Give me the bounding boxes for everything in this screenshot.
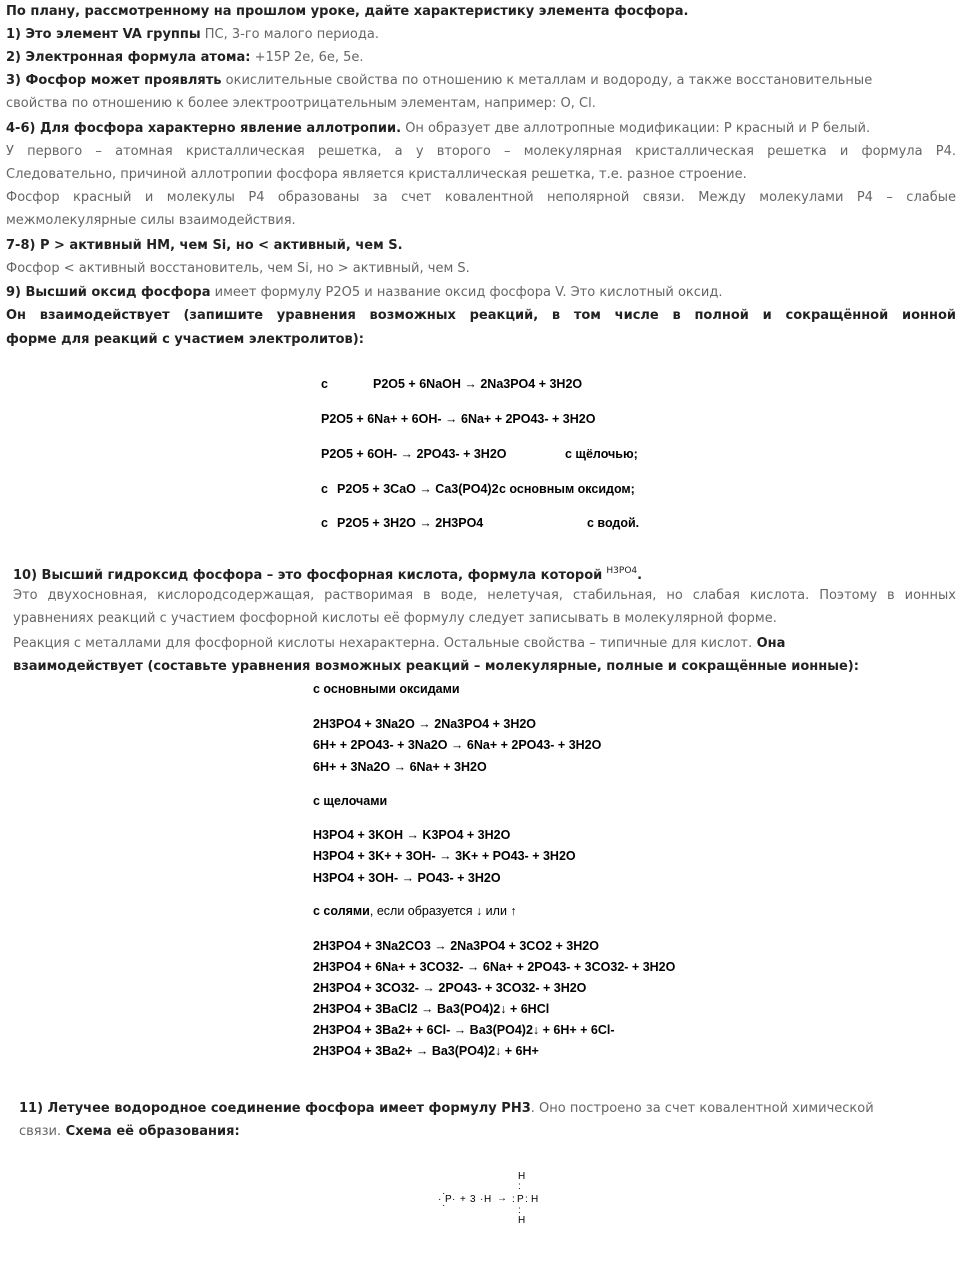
- lewis-dots-p-right: :: [525, 1194, 528, 1205]
- lewis-h-left: H: [484, 1194, 492, 1205]
- acid-alkali-eq-2: H3PO4 + 3K+ + 3OH- → 3K+ + PO43- + 3H2O: [313, 849, 576, 863]
- section-11-bold-b: Схема её образования:: [61, 1124, 240, 1139]
- lewis-dots-col-top: :: [518, 1181, 521, 1192]
- lewis-dots-top: ·: [442, 1188, 446, 1199]
- lewis-plus: +: [460, 1194, 466, 1205]
- lewis-dots-left: ·: [438, 1194, 442, 1205]
- oxide-eq-5-prefix: с: [321, 516, 328, 530]
- item-1: [6, 23, 956, 46]
- lewis-dot-h: ·: [480, 1194, 484, 1205]
- item-4-6-line2: У первого – атомная кристаллическая решетка, а у второго – молекулярная кристаллическая решетка и формула Р4.: [6, 144, 956, 159]
- section-11-rest-a: . Оно построено за счет ковалентной химической: [530, 1101, 874, 1116]
- item-2-rest: +15Р 2е, 6е, 5е.: [250, 50, 364, 65]
- intro-text: По плану, рассмотренному на прошлом уроке, дайте характеристику элемента фосфора.: [6, 4, 689, 19]
- item-4-6-line5: межмолекулярные силы взаимодействия.: [6, 213, 296, 228]
- lewis-p-left: P: [445, 1194, 452, 1205]
- item-4-6-bold: 4-6) Для фосфора характерно явление аллотропии.: [6, 121, 402, 136]
- acid-salt-eq-2: 2H3PO4 + 6Na+ + 3CO32- → 6Na+ + 2PO43- + 3CO32- + 3H2O: [313, 960, 676, 974]
- section-11-line2: [19, 1120, 963, 1143]
- acid-alkali-eq-3: H3PO4 + 3OH- → PO43- + 3H2O: [313, 871, 501, 885]
- oxide-eq-4-note: с основным оксидом;: [499, 482, 635, 496]
- acid-salt-eq-4: 2H3PO4 + 3BaCl2 → Ba3(PO4)2↓ + 6HCl: [313, 1002, 550, 1016]
- lewis-dots-col-bottom: :: [518, 1205, 521, 1216]
- oxide-eq-1-prefix: с: [321, 377, 328, 391]
- item-4-6: [6, 117, 956, 140]
- lewis-h-top: H: [518, 1171, 526, 1182]
- lewis-p-center: P: [517, 1194, 524, 1205]
- section-10-title: [13, 560, 642, 587]
- item-2: [6, 46, 956, 69]
- section-10-line4-text: Реакция с металлами для фосфорной кислоты нехарактерна. Остальные свойства – типичные для кислот.: [13, 636, 753, 651]
- acid-salt-eq-5: 2H3PO4 + 3Ba2+ + 6Cl- → Ba3(PO4)2↓ + 6H+ + 6Cl-: [313, 1023, 615, 1037]
- lewis-dots-p-left: :: [512, 1194, 515, 1205]
- section-10-line4-bold: Она: [752, 636, 786, 651]
- item-3-bold: 3) Фосфор может проявлять: [6, 73, 222, 88]
- acid-header-salts-rest: , если образуется ↓ или ↑: [369, 904, 517, 918]
- item-4-6-line4: Фосфор красный и молекулы Р4 образованы за счет ковалентной неполярной связи. Между молекулами Р4 – слабые: [6, 190, 956, 205]
- lewis-arrow: →: [497, 1193, 507, 1204]
- item-7-8-bold: 7-8) Р > активный НМ, чем Si, но < активный, чем S.: [6, 238, 403, 253]
- item-2-bold: 2) Электронная формула атома:: [6, 50, 251, 65]
- acid-oxide-eq-3: 6H+ + 3Na2O → 6Na+ + 3H2O: [313, 760, 487, 774]
- acid-header-oxides: с основными оксидами: [313, 682, 460, 696]
- acid-oxide-eq-2: 6H+ + 2PO43- + 3Na2O → 6Na+ + 2PO43- + 3H2O: [313, 738, 602, 752]
- section-10-line4: [13, 632, 963, 655]
- section-10-formula: H3PO4: [606, 566, 638, 576]
- section-10-line3: уравнениях реакций с участием фосфорной кислоты её формулу следует записывать в молекулярной форме.: [13, 611, 777, 626]
- oxide-eq-4-prefix: с: [321, 482, 328, 496]
- item-1-bold: 1) Это элемент VA группы: [6, 27, 201, 42]
- item-3: [6, 69, 956, 92]
- acid-salt-eq-3: 2H3PO4 + 3CO32- → 2PO43- + 3CO32- + 3H2O: [313, 981, 587, 995]
- lewis-h-bottom: H: [518, 1215, 526, 1226]
- item-3-rest: окислительные свойства по отношению к металлам и водороду, а также восстановительные: [221, 73, 873, 88]
- acid-oxide-eq-1: 2H3PO4 + 3Na2O → 2Na3PO4 + 3H2O: [313, 717, 537, 731]
- section-11-rest-b: связи.: [19, 1124, 62, 1139]
- section-11-line1: [19, 1097, 956, 1120]
- section-10-title-text: 10) Высший гидроксид фосфора – это фосфорная кислота, формула которой: [13, 568, 603, 583]
- section-10-line2: Это двухосновная, кислородсодержащая, растворимая в воде, нелетучая, стабильная, но слабая кислота. Поэтому в ионных: [13, 588, 956, 603]
- oxide-eq-3-note: с щёлочью;: [565, 447, 638, 461]
- acid-header-salts: [313, 904, 517, 918]
- item-7-8-rest: Фосфор < активный восстановитель, чем Si, но > активный, чем S.: [6, 261, 470, 276]
- item-9: [6, 281, 956, 304]
- acid-header-alkali: с щелочами: [313, 794, 388, 808]
- acid-salt-eq-6: 2H3PO4 + 3Ba2+ → Ba3(PO4)2↓ + 6H+: [313, 1044, 539, 1058]
- acid-salt-eq-1: 2H3PO4 + 3Na2CO3 → 2Na3PO4 + 3CO2 + 3H2O: [313, 939, 599, 953]
- section-10-line5: взаимодействует (составьте уравнения возможных реакций – молекулярные, полные и сокращённые ионные):: [13, 659, 859, 674]
- oxide-eq-1: P2O5 + 6NaOH → 2Na3PO4 + 3H2O: [373, 377, 583, 391]
- section-11-bold-a: 11) Летучее водородное соединение фосфора имеет формулу РН3: [19, 1101, 531, 1116]
- item-9-bold: 9) Высший оксид фосфора: [6, 285, 211, 300]
- lewis-h-right: H: [531, 1194, 539, 1205]
- acid-header-salts-bold: с солями: [313, 904, 370, 918]
- lewis-three: 3: [470, 1194, 476, 1205]
- lewis-dots-bottom: ·: [442, 1200, 446, 1211]
- item-1-rest: ПС, 3-го малого периода.: [200, 27, 379, 42]
- oxide-eq-3: P2O5 + 6OH- → 2PO43- + 3H2O: [321, 447, 507, 461]
- item-4-6-line3: Следовательно, причиной аллотропии фосфора является кристаллическая решетка, т.е. разное строение.: [6, 167, 747, 182]
- oxide-eq-5-note: с водой.: [587, 516, 640, 530]
- item-9-rest: имеет формулу Р2О5 и название оксид фосфора V. Это кислотный оксид.: [210, 285, 723, 300]
- acid-alkali-eq-1: H3PO4 + 3KOH → K3PO4 + 3H2O: [313, 828, 511, 842]
- oxide-eq-4: P2O5 + 3CaO → Ca3(PO4)2: [337, 482, 499, 496]
- oxide-eq-5: P2O5 + 3H2O → 2H3PO4: [337, 516, 484, 530]
- item-9-task-a: Он взаимодействует (запишите уравнения возможных реакций, в том числе в полной и сокращённой ионной: [6, 308, 956, 323]
- oxide-eq-2: P2O5 + 6Na+ + 6OH- → 6Na+ + 2PO43- + 3H2O: [321, 412, 596, 426]
- item-9-task-b: форме для реакций с участием электролитов):: [6, 332, 364, 347]
- section-10-title-end: .: [637, 568, 643, 583]
- item-3-cont: свойства по отношению к более электроотрицательным элементам, например: О, Cl.: [6, 96, 596, 111]
- lewis-dot-right: ·: [452, 1194, 456, 1205]
- item-4-6-rest: Он образует две аллотропные модификации: Р красный и Р белый.: [401, 121, 871, 136]
